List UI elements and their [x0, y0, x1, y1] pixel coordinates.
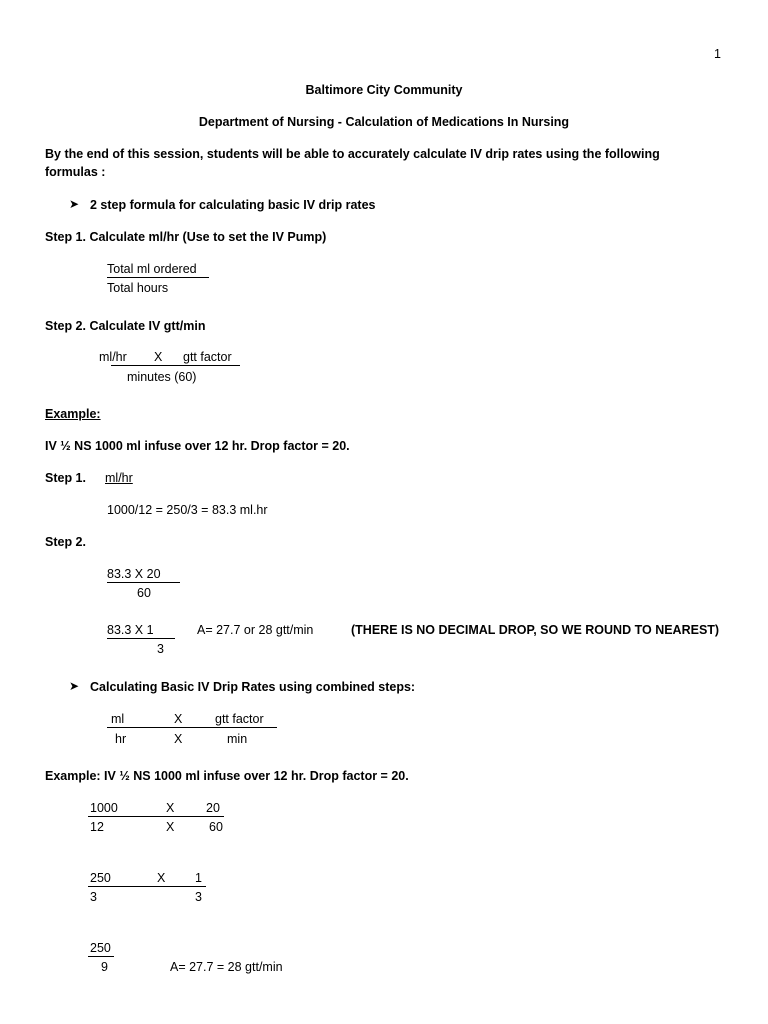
example2-b-num2: 1 [195, 871, 202, 885]
example2-a-den1: 12 [90, 820, 104, 834]
example1-step1-unit: ml/hr [105, 471, 133, 485]
step2-numerator-a: ml/hr [99, 350, 127, 364]
example1-fraction1-numerator: 83.3 X 20 [107, 567, 161, 581]
example2-a-den2: 60 [209, 820, 223, 834]
combined-denominator-min: min [227, 732, 248, 746]
example1-heading: Example: [45, 407, 101, 421]
example1-step1-label: Step 1. [45, 471, 86, 485]
example1-fraction2-numerator: 83.3 X 1 [107, 623, 154, 637]
example2-b-den1: 3 [90, 890, 97, 904]
arrow-right-bullet-icon: ➤ [69, 197, 80, 211]
institution-title: Baltimore City Community [305, 83, 463, 97]
combined-numerator-gtt-factor: gtt factor [215, 712, 264, 726]
combined-numerator-x: X [174, 712, 183, 726]
example2-b-num1: 250 [90, 871, 111, 885]
example2-c-denominator: 9 [101, 960, 108, 974]
page-number: 1 [714, 47, 721, 61]
step1-title: Step 1. Calculate ml/hr (Use to set the IV Pump) [45, 230, 327, 244]
combined-denominator-x: X [174, 732, 183, 746]
step1-denominator: Total hours [107, 281, 169, 295]
department-title: Department of Nursing - Calculation of Medications In Nursing [198, 115, 570, 129]
example1-problem: IV ½ NS 1000 ml infuse over 12 hr. Drop factor = 20. [45, 439, 350, 453]
example1-result: A= 27.7 or 28 gtt/min [197, 623, 314, 637]
example2-c-numerator: 250 [90, 941, 111, 955]
example1-fraction2-denominator: 3 [157, 642, 164, 656]
example2-b-x: X [157, 871, 166, 885]
example2-b-fraction-line [88, 886, 206, 887]
arrow-right-bullet-icon: ➤ [69, 679, 80, 693]
combined-denominator-hr: hr [115, 732, 127, 746]
example1-fraction1-line [107, 582, 180, 583]
intro-line-2: formulas : [45, 165, 106, 179]
example1-rounding-note: (THERE IS NO DECIMAL DROP, SO WE ROUND TO NEAREST) [351, 623, 720, 637]
example2-a-x2: X [166, 820, 175, 834]
step2-denominator: minutes (60) [127, 370, 197, 384]
example1-fraction1-denominator: 60 [137, 586, 151, 600]
combined-fraction-line [107, 727, 277, 728]
example2-a-num2: 20 [206, 801, 220, 815]
bullet-two-step-formula: 2 step formula for calculating basic IV drip rates [90, 198, 376, 212]
example2-c-fraction-line [88, 956, 114, 957]
step2-numerator-b: gtt factor [183, 350, 232, 364]
bullet-combined-steps: Calculating Basic IV Drip Rates using combined steps: [90, 680, 416, 694]
example2-b-den2: 3 [195, 890, 202, 904]
step2-fraction-line [111, 365, 240, 366]
example1-step1-calculation: 1000/12 = 250/3 = 83.3 ml.hr [107, 503, 268, 517]
example2-a-num1: 1000 [90, 801, 118, 815]
example1-fraction2-line [107, 638, 175, 639]
example1-step2-label: Step 2. [45, 535, 86, 549]
example2-c-result: A= 27.7 = 28 gtt/min [170, 960, 283, 974]
combined-numerator-ml: ml [111, 712, 125, 726]
intro-line-1: By the end of this session, students will be able to accurately calculate IV drip rates using the following [45, 147, 660, 161]
example2-a-fraction-line [88, 816, 224, 817]
example2-problem: Example: IV ½ NS 1000 ml infuse over 12 hr. Drop factor = 20. [45, 769, 409, 783]
step2-numerator-x: X [154, 350, 163, 364]
step2-title: Step 2. Calculate IV gtt/min [45, 319, 206, 333]
step1-fraction-line [107, 277, 209, 278]
step1-numerator: Total ml ordered [107, 262, 197, 276]
example2-a-x1: X [166, 801, 175, 815]
